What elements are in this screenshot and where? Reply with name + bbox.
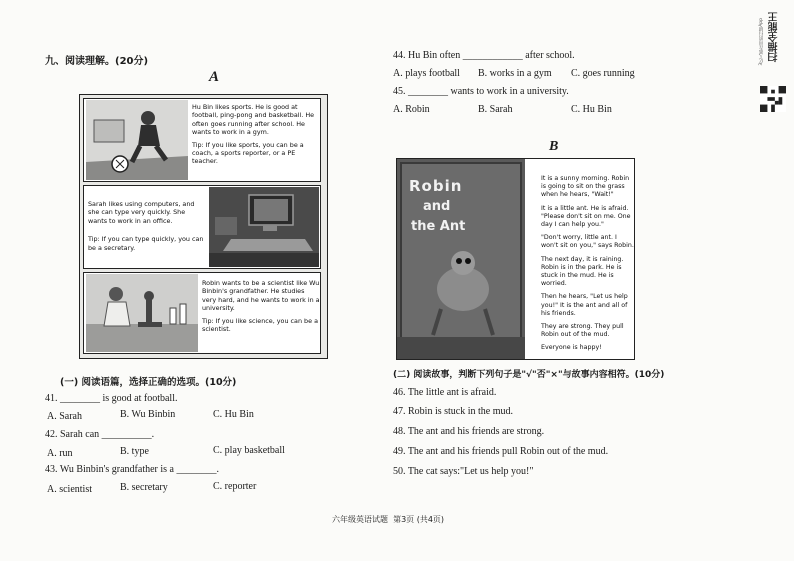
book-title-line3: the Ant xyxy=(411,219,466,234)
qr-code-icon xyxy=(760,86,786,112)
scanner-sub-text: 3亿人都在用的扫描App xyxy=(759,18,764,66)
question-41-option-c: C. Hu Bin xyxy=(213,409,254,420)
question-45-stem: 45. ________ wants to work in a university. xyxy=(393,86,569,97)
office-computer-image xyxy=(209,187,319,267)
part1-instruction: (一) 阅读语篇，选择正确的选项。(10分) xyxy=(60,377,237,388)
question-44-option-c: C. goes running xyxy=(571,68,635,79)
page-footer: 六年级英语试题 第3页 (共4页) xyxy=(332,515,445,524)
passage-b-figure xyxy=(396,158,635,360)
question-43-stem: 43. Wu Binbin's grandfather is a ________. xyxy=(45,464,219,475)
panel1-tip: Tip: If you like sports, you can be a coach, a sports reporter, or a PE teacher. xyxy=(192,140,304,166)
panel2-text: Sarah likes using computers, and she can type very quickly. She wants to work in an office. xyxy=(88,200,195,225)
book-title-line2: and xyxy=(423,199,451,214)
book-cover-image xyxy=(397,159,525,359)
question-41-stem: 41. ________ is good at football. xyxy=(45,393,178,404)
panel3-tip: Tip: If you like science, you can be a scientist. xyxy=(202,316,318,334)
scanner-brand-text: 扫描全能王 xyxy=(769,12,780,62)
passage-b-label: B xyxy=(549,139,559,154)
question-42-option-b: B. type xyxy=(120,446,149,457)
question-42-stem: 42. Sarah can __________. xyxy=(45,429,155,440)
question-43-option-a: A. scientist xyxy=(47,484,92,495)
passage-a-label: A xyxy=(209,69,220,85)
panel1-text: Hu Bin likes sports. He is good at football, ping-pong and basketball. He often goes running after school. He wants to work in a gym. xyxy=(192,103,315,137)
question-44-option-a: A. plays football xyxy=(393,68,460,79)
story-paragraph-3: "Don't worry, little ant. I won't sit on you," says Robin. xyxy=(541,234,634,250)
question-45-option-b: B. Sarah xyxy=(478,104,513,115)
question-41-option-a: A. Sarah xyxy=(47,411,82,422)
statement-50: 50. The cat says:"Let us help you!" xyxy=(393,466,534,477)
book-title-line1: Robin xyxy=(409,177,463,195)
story-paragraph-1: It is a sunny morning. Robin is going to sit on the grass when he hears, "Wait!" xyxy=(541,175,630,199)
question-43-option-b: B. secretary xyxy=(120,482,168,493)
story-paragraph-5: Then he hears, "Let us help you!" It is the ant and all of his friends. xyxy=(541,293,628,317)
story-paragraph-6: They are strong. They pull Robin out of the mud. xyxy=(541,323,624,339)
scientist-lab-image xyxy=(86,274,198,352)
question-44-option-b: B. works in a gym xyxy=(478,68,552,79)
football-player-image xyxy=(86,100,188,180)
statement-46: 46. The little ant is afraid. xyxy=(393,387,497,398)
statement-47: 47. Robin is stuck in the mud. xyxy=(393,406,513,417)
question-42-option-a: A. run xyxy=(47,448,73,459)
part2-instruction: (二) 阅读故事，判断下列句子是"√"否"×"与故事内容相符。(10分) xyxy=(393,370,665,380)
question-42-option-c: C. play basketball xyxy=(213,445,285,456)
story-paragraph-7: Everyone is happy! xyxy=(541,344,602,352)
story-paragraph-4: The next day, it is raining. Robin is in the park. He is stuck in the mud. He is worried. xyxy=(541,255,624,288)
panel-robin xyxy=(83,272,321,354)
question-44-stem: 44. Hu Bin often ____________ after school. xyxy=(393,50,575,61)
story-text xyxy=(541,175,635,358)
passage-a-figure xyxy=(79,94,328,359)
panel3-text: Robin wants to be a scientist like Wu Binbin's grandfather. He studies very hard, and he wants to work in a university. xyxy=(202,279,320,313)
section-title: 九、阅读理解。(20分) xyxy=(45,56,149,67)
story-paragraph-2: It is a little ant. He is afraid. "Please don't sit on me. One day I can help you." xyxy=(541,204,631,229)
statement-48: 48. The ant and his friends are strong. xyxy=(393,426,545,437)
statement-49: 49. The ant and his friends pull Robin out of the mud. xyxy=(393,446,609,457)
question-43-option-c: C. reporter xyxy=(213,481,257,492)
panel-hu-bin xyxy=(83,98,321,182)
question-45-option-a: A. Robin xyxy=(393,104,430,115)
question-41-option-b: B. Wu Binbin xyxy=(120,409,176,420)
panel-sarah xyxy=(83,185,321,269)
question-45-option-c: C. Hu Bin xyxy=(571,104,612,115)
panel2-tip: Tip: If you can type quickly, you can be a secretary. xyxy=(88,235,204,252)
